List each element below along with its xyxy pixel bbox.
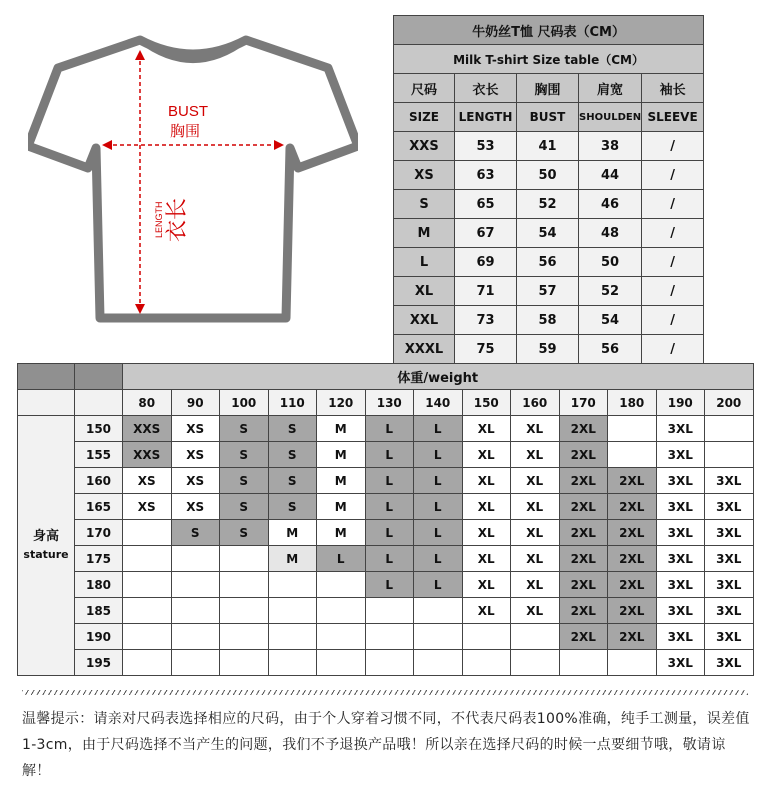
size-recommendation-cell: 3XL [705,494,754,520]
size-recommendation-cell [171,650,220,676]
measure-cell: 53 [455,132,517,161]
height-cell: 170 [75,520,123,546]
size-recommendation-cell [317,650,366,676]
size-recommendation-cell: XS [123,468,172,494]
size-recommendation-cell [123,520,172,546]
measure-cell: 58 [517,306,579,335]
weight-header-cell: 140 [414,390,463,416]
size-recommendation-cell: M [317,520,366,546]
height-label [18,416,75,676]
size-recommendation-cell: 3XL [656,416,705,442]
weight-header-cell: 200 [705,390,754,416]
size-recommendation-cell: XXS [123,442,172,468]
size-recommendation-cell: 3XL [656,520,705,546]
size-recommendation-cell: L [414,572,463,598]
size-recommendation-cell: M [317,442,366,468]
weight-header-cell: 130 [365,390,414,416]
size-recommendation-cell [511,650,560,676]
header-en-size: SIZE [394,103,455,132]
size-recommendation-cell: 2XL [608,598,657,624]
size-recommendation-cell: 3XL [656,650,705,676]
weights-blank-b [75,390,123,416]
size-recommendation-cell [268,598,317,624]
size-recommendation-cell: L [414,520,463,546]
size-recommendation-cell: 3XL [705,468,754,494]
size-recommendation-cell: L [414,442,463,468]
measure-cell: 57 [517,277,579,306]
weight-header: 体重/weight [123,364,754,390]
measure-cell: 65 [455,190,517,219]
weight-header-cell: 100 [220,390,269,416]
measure-cell: / [642,248,704,277]
size-recommendation-cell: 3XL [705,598,754,624]
height-row [18,494,754,520]
size-recommendation-cell: XS [123,494,172,520]
size-recommendation-cell: S [268,442,317,468]
height-cell: 155 [75,442,123,468]
size-recommendation-cell: S [171,520,220,546]
size-recommendation-cell [608,416,657,442]
weight-header-cell: 150 [462,390,511,416]
size-recommendation-cell: 2XL [559,442,608,468]
bust-label-en: BUST [168,103,209,120]
measure-cell: 69 [455,248,517,277]
height-cell: 150 [75,416,123,442]
measure-cell: / [642,306,704,335]
size-recommendation-cell [414,598,463,624]
size-cell: L [394,248,455,277]
size-recommendation-cell: 2XL [559,598,608,624]
height-row [18,416,754,442]
size-cell: XL [394,277,455,306]
corner-cell-b [75,364,123,390]
height-label-en: stature [23,547,69,561]
length-label-en: LENGTH [154,201,164,238]
size-cell: XS [394,161,455,190]
size-recommendation-cell: 3XL [705,624,754,650]
size-recommendation-cell: S [220,468,269,494]
height-cell: 190 [75,624,123,650]
size-recommendation-cell: M [317,468,366,494]
size-row [394,161,704,190]
size-recommendation-cell: M [317,494,366,520]
measure-cell: 46 [579,190,642,219]
measure-cell: 38 [579,132,642,161]
size-recommendation-cell [414,650,463,676]
size-recommendation-cell [511,624,560,650]
size-recommendation-cell: 2XL [608,624,657,650]
measure-cell: 73 [455,306,517,335]
size-recommendation-cell: XS [171,416,220,442]
size-recommendation-cell [705,416,754,442]
weight-header-cell: 120 [317,390,366,416]
header-cn-bust: 胸围 [517,74,579,103]
size-recommendation-cell [317,624,366,650]
size-recommendation-cell: 3XL [656,572,705,598]
header-en-length: LENGTH [455,103,517,132]
size-recommendation-cell: XL [462,546,511,572]
size-recommendation-cell [317,572,366,598]
size-table [393,15,704,364]
size-recommendation-cell: XL [511,520,560,546]
size-recommendation-cell: 3XL [656,442,705,468]
measure-cell: 56 [517,248,579,277]
size-recommendation-cell: XL [462,572,511,598]
size-recommendation-cell: XL [511,546,560,572]
size-recommendation-cell: XS [171,468,220,494]
size-recommendation-cell: L [414,494,463,520]
size-recommendation-cell: XL [462,416,511,442]
size-recommendation-cell: 2XL [608,494,657,520]
size-recommendation-cell: XL [462,494,511,520]
size-recommendation-cell: L [317,546,366,572]
size-recommendation-cell: XL [511,572,560,598]
size-recommendation-cell: S [220,494,269,520]
height-row [18,624,754,650]
size-row [394,132,704,161]
weight-header-cell: 160 [511,390,560,416]
size-recommendation-cell [268,650,317,676]
size-recommendation-cell: S [220,442,269,468]
height-cell: 165 [75,494,123,520]
measure-cell: / [642,277,704,306]
size-recommendation-cell: L [414,468,463,494]
measure-cell: 59 [517,335,579,364]
size-recommendation-cell [462,650,511,676]
bust-label-cn: 胸围 [170,122,201,140]
size-row [394,306,704,335]
size-cell: XXXL [394,335,455,364]
weights-blank-a [18,390,75,416]
size-recommendation-cell: 3XL [705,520,754,546]
size-recommendation-cell: XL [462,468,511,494]
size-recommendation-cell [123,650,172,676]
size-recommendation-cell: 2XL [559,494,608,520]
tshirt-diagram [28,28,358,328]
size-recommendation-cell: 2XL [559,546,608,572]
size-recommendation-cell: 2XL [559,468,608,494]
size-recommendation-cell: 2XL [608,468,657,494]
height-row [18,442,754,468]
size-recommendation-cell [171,598,220,624]
measure-cell: / [642,219,704,248]
header-cn-length: 衣长 [455,74,517,103]
size-recommendation-cell: 3XL [656,546,705,572]
size-row [394,335,704,364]
measure-cell: / [642,132,704,161]
size-recommendation-cell [414,624,463,650]
size-recommendation-cell: L [365,546,414,572]
measure-cell: / [642,161,704,190]
size-recommendation-cell: S [220,520,269,546]
size-recommendation-cell: S [220,416,269,442]
weight-header-cell: 180 [608,390,657,416]
size-recommendation-cell: 2XL [608,520,657,546]
size-recommendation-cell [220,650,269,676]
measure-cell: 56 [579,335,642,364]
size-recommendation-cell: L [365,416,414,442]
size-recommendation-cell: 3XL [705,650,754,676]
size-recommendation-cell: 3XL [656,494,705,520]
size-recommendation-cell [220,546,269,572]
size-recommendation-cell: L [365,468,414,494]
size-recommendation-cell: 2XL [608,546,657,572]
measure-cell: 52 [579,277,642,306]
size-recommendation-cell: 2XL [559,416,608,442]
size-recommendation-cell: 3XL [705,546,754,572]
height-cell: 160 [75,468,123,494]
size-recommendation-cell: M [317,416,366,442]
size-recommendation-cell [123,546,172,572]
size-row [394,277,704,306]
tshirt-outline [28,40,358,318]
size-recommendation-cell: 2XL [608,572,657,598]
header-en-bust: BUST [517,103,579,132]
size-recommendation-cell: XL [462,520,511,546]
height-row [18,572,754,598]
size-recommendation-cell: 3XL [656,468,705,494]
size-recommendation-cell: XL [462,442,511,468]
size-row [394,219,704,248]
measure-cell: 75 [455,335,517,364]
size-recommendation-cell: XL [462,598,511,624]
measure-cell: 44 [579,161,642,190]
size-recommendation-cell [171,572,220,598]
size-cell: M [394,219,455,248]
size-recommendation-cell: XL [511,442,560,468]
header-cn-sleeve: 袖长 [642,74,704,103]
size-recommendation-cell: 2XL [559,572,608,598]
height-cell: 185 [75,598,123,624]
size-row [394,248,704,277]
size-recommendation-cell: M [268,520,317,546]
size-recommendation-cell [268,572,317,598]
measure-cell: 50 [517,161,579,190]
size-recommendation-cell: XS [171,494,220,520]
weight-header-cell: 90 [171,390,220,416]
size-recommendation-cell [365,650,414,676]
size-cell: XXL [394,306,455,335]
size-recommendation-cell [365,598,414,624]
divider-line [22,690,748,695]
weight-header-cell: 170 [559,390,608,416]
size-recommendation-cell [123,624,172,650]
measure-cell: 63 [455,161,517,190]
size-recommendation-cell [171,546,220,572]
size-recommendation-cell: 2XL [559,520,608,546]
size-table-title: 牛奶丝T恤 尺码表（CM） [394,16,704,45]
header-en-shoulder: SHOULDEN [579,103,642,132]
size-recommendation-cell: L [365,520,414,546]
measure-cell: / [642,335,704,364]
measure-cell: 67 [455,219,517,248]
size-recommendation-cell [365,624,414,650]
size-recommendation-cell: XL [511,416,560,442]
size-recommendation-cell [559,650,608,676]
size-recommendation-cell [268,624,317,650]
size-recommendation-cell: 3XL [656,624,705,650]
size-recommendation-cell: XL [511,494,560,520]
weight-header-cell: 110 [268,390,317,416]
measure-cell: 54 [517,219,579,248]
size-recommendation-cell: 3XL [656,598,705,624]
height-cell: 180 [75,572,123,598]
size-recommendation-cell: 2XL [559,624,608,650]
height-cell: 175 [75,546,123,572]
height-label-cn: 身高 [32,528,59,544]
size-recommendation-cell: L [365,494,414,520]
height-row [18,520,754,546]
size-recommendation-cell [608,650,657,676]
size-recommendation-cell: S [268,468,317,494]
size-recommendation-cell [608,442,657,468]
weight-height-table [17,363,754,676]
size-recommendation-cell: 3XL [705,572,754,598]
size-recommendation-cell: XXS [123,416,172,442]
size-cell: S [394,190,455,219]
size-recommendation-cell: M [268,546,317,572]
measure-cell: / [642,190,704,219]
size-recommendation-cell [317,598,366,624]
height-cell: 195 [75,650,123,676]
header-en-sleeve: SLEEVE [642,103,704,132]
size-recommendation-cell: L [414,416,463,442]
size-recommendation-cell [171,624,220,650]
height-row [18,650,754,676]
size-table-subtitle: Milk T-shirt Size table（CM） [394,45,704,74]
size-recommendation-cell: L [365,572,414,598]
measure-cell: 48 [579,219,642,248]
height-row [18,546,754,572]
corner-cell-a [18,364,75,390]
size-recommendation-cell [220,598,269,624]
size-recommendation-cell [220,572,269,598]
size-recommendation-cell: L [365,442,414,468]
header-cn-shoulder: 肩宽 [579,74,642,103]
size-recommendation-cell: S [268,416,317,442]
size-recommendation-cell [462,624,511,650]
size-recommendation-cell [705,442,754,468]
measure-cell: 71 [455,277,517,306]
size-recommendation-cell [220,624,269,650]
size-recommendation-cell: XL [511,598,560,624]
size-cell: XXS [394,132,455,161]
measure-cell: 52 [517,190,579,219]
size-recommendation-cell: L [414,546,463,572]
length-label-cn: 衣长 [165,197,190,242]
height-row [18,468,754,494]
weight-header-cell: 190 [656,390,705,416]
size-row [394,190,704,219]
weight-header-cell: 80 [123,390,172,416]
size-recommendation-cell: XL [511,468,560,494]
size-recommendation-cell: S [268,494,317,520]
size-recommendation-cell: XS [171,442,220,468]
size-recommendation-cell [123,598,172,624]
measure-cell: 50 [579,248,642,277]
measure-cell: 54 [579,306,642,335]
size-note: 温馨提示：请亲对尺码表选择相应的尺码，由于个人穿着习惯不同，不代表尺码表100%准确，纯手工测量，误差值1-3cm，由于尺码选择不当产生的问题，我们不予退换产品哦！所以亲在选择尺码的时候一点要细节哦，敬请谅解！ [22,711,750,779]
size-recommendation-cell [123,572,172,598]
height-row [18,598,754,624]
measure-cell: 41 [517,132,579,161]
header-cn-size: 尺码 [394,74,455,103]
